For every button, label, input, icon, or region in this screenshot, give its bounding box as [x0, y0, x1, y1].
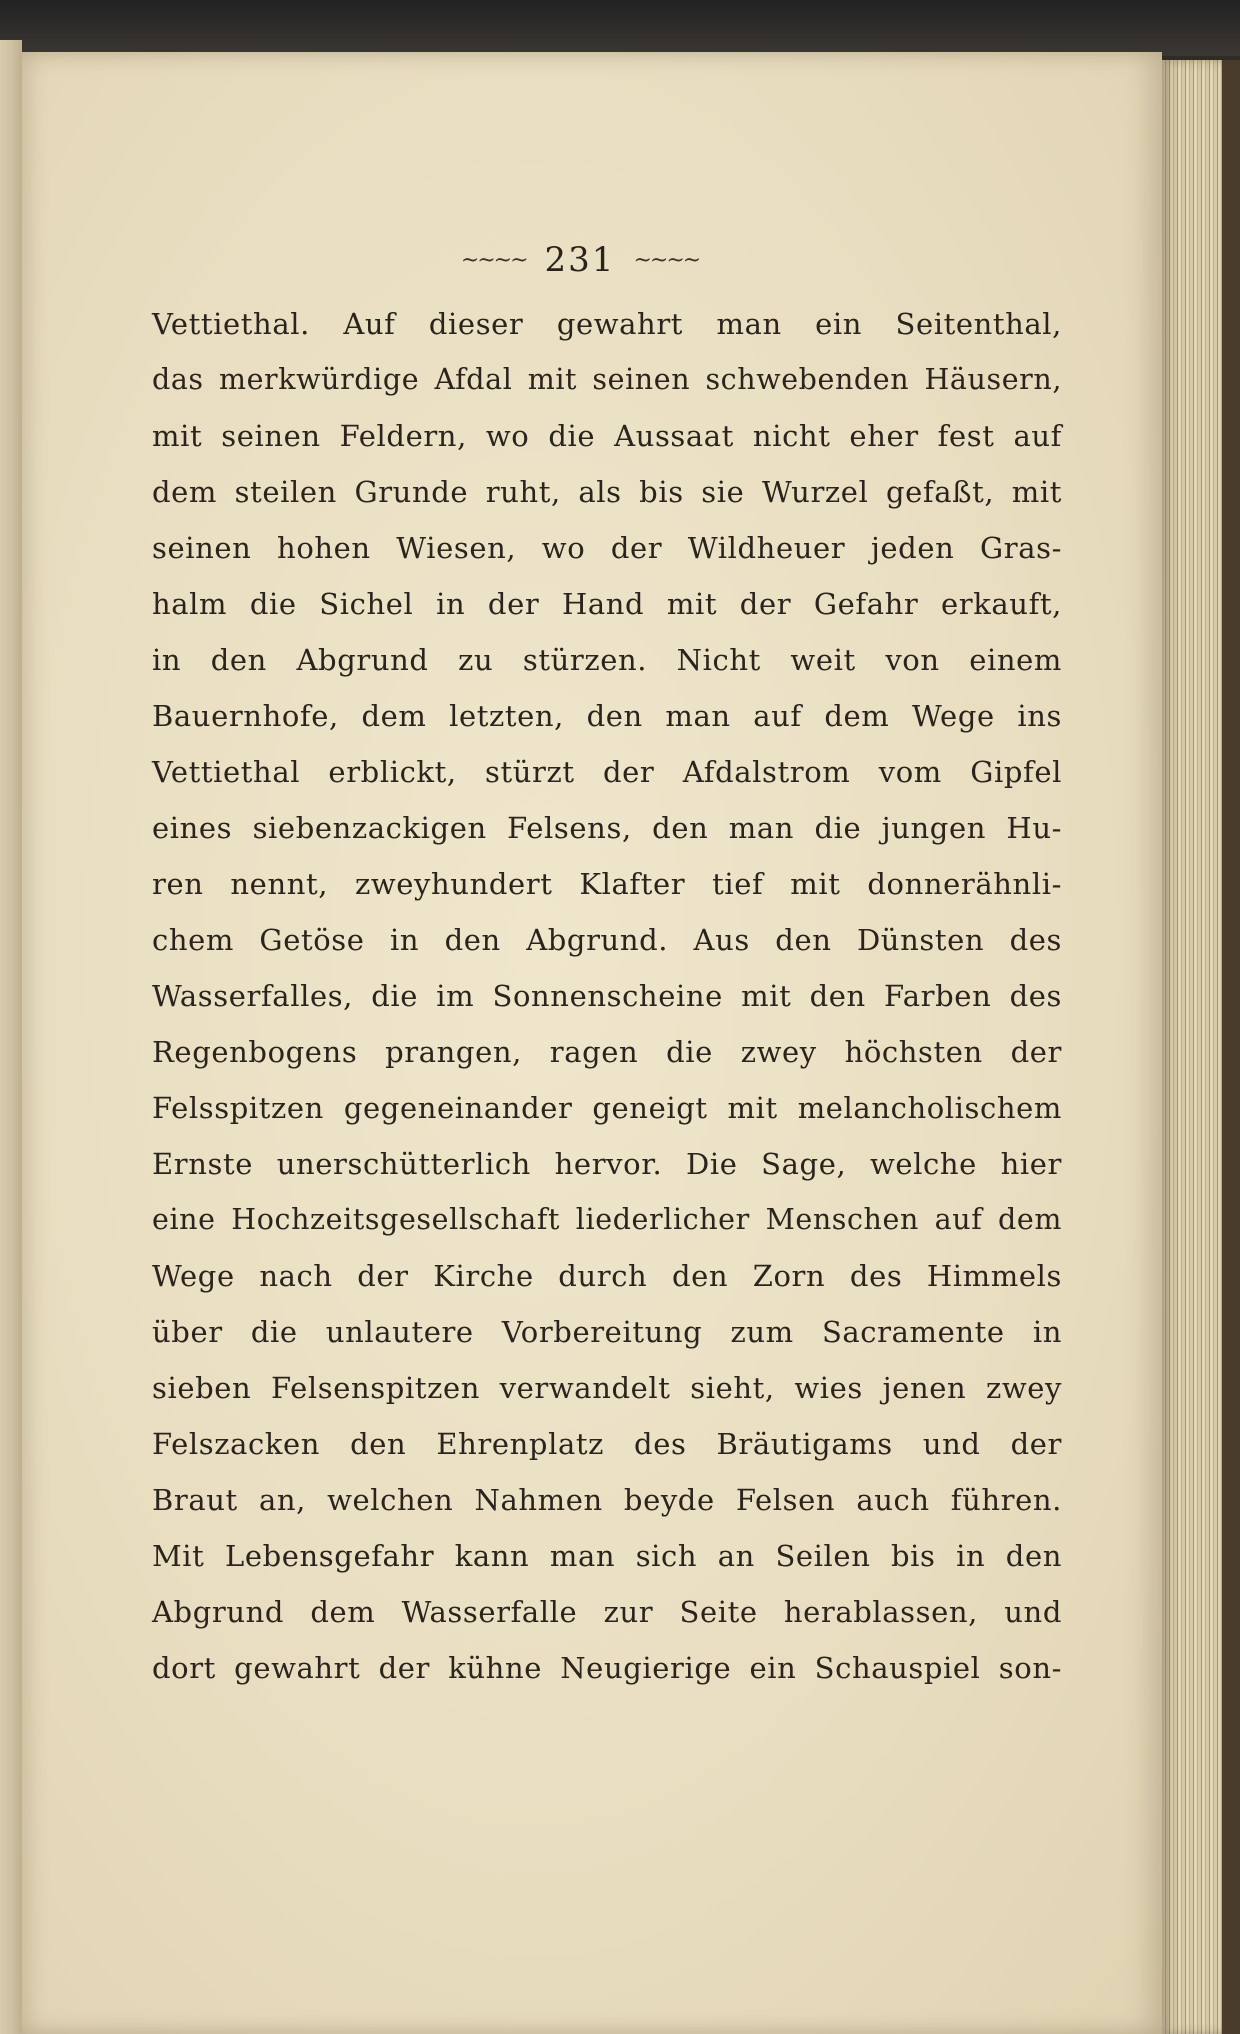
body-text: [152, 296, 1062, 1716]
text-line: Braut an, welchen Nahmen beyde Felsen auch führen.: [152, 1483, 1062, 1517]
text-line: Mit Lebensgefahr kann man sich an Seilen bis in den: [152, 1539, 1062, 1573]
text-line: seinen hohen Wiesen, wo der Wildheuer jeden Gras-: [152, 531, 1062, 565]
text-line: Vettiethal. Auf dieser gewahrt man ein Seitenthal,: [152, 307, 1062, 341]
text-line: Wasserfalles, die im Sonnenscheine mit den Farben des: [152, 979, 1062, 1013]
text-line: das merkwürdige Afdal mit seinen schwebenden Häusern,: [152, 363, 1062, 396]
text-line: mit seinen Feldern, wo die Aussaat nicht eher fest auf: [152, 419, 1062, 453]
scan-top-edge: [0, 0, 1240, 56]
page-number: 231: [544, 240, 616, 280]
text-line: in den Abgrund zu stürzen. Nicht weit von einem: [152, 643, 1062, 677]
text-line: ren nennt, zweyhundert Klafter tief mit donnerähnli-: [152, 867, 1062, 901]
text-line: Felsspitzen gegeneinander geneigt mit melancholischem: [152, 1091, 1062, 1125]
facing-page-edge: [0, 40, 22, 2034]
text-line: Vettiethal erblickt, stürzt der Afdalstrom vom Gipfel: [152, 755, 1062, 789]
header-ornament-left: ~~~~: [460, 247, 527, 273]
text-line: chem Getöse in den Abgrund. Aus den Dünsten des: [152, 923, 1062, 957]
text-line: Regenbogens prangen, ragen die zwey höchsten der: [152, 1035, 1062, 1069]
text-line: eines siebenzackigen Felsens, den man die jungen Hu-: [152, 811, 1062, 845]
text-line: dort gewahrt der kühne Neugierige ein Schauspiel son-: [152, 1651, 1062, 1685]
text-line: Bauernhofe, dem letzten, den man auf dem Wege ins: [152, 699, 1062, 733]
text-line: halm die Sichel in der Hand mit der Gefahr erkauft,: [152, 587, 1062, 621]
text-line: Ernste unerschütterlich hervor. Die Sage, welche hier: [152, 1147, 1062, 1181]
text-line: Wege nach der Kirche durch den Zorn des Himmels: [152, 1259, 1062, 1293]
page-block-edges: [1162, 60, 1222, 2034]
text-line: dem steilen Grunde ruht, als bis sie Wurzel gefaßt, mit: [152, 475, 1062, 509]
page-header: [440, 238, 720, 282]
header-ornament-right: ~~~~: [633, 247, 700, 273]
text-line: eine Hochzeitsgesellschaft liederlicher Menschen auf dem: [152, 1203, 1062, 1236]
text-line: Abgrund dem Wasserfalle zur Seite herablassen, und: [152, 1595, 1062, 1629]
text-line: Felszacken den Ehrenplatz des Bräutigams und der: [152, 1427, 1062, 1461]
book-cover-edge: [1222, 60, 1240, 2034]
text-line: sieben Felsenspitzen verwandelt sieht, wies jenen zwey: [152, 1371, 1062, 1405]
text-line: über die unlautere Vorbereitung zum Sacramente in: [152, 1315, 1062, 1349]
